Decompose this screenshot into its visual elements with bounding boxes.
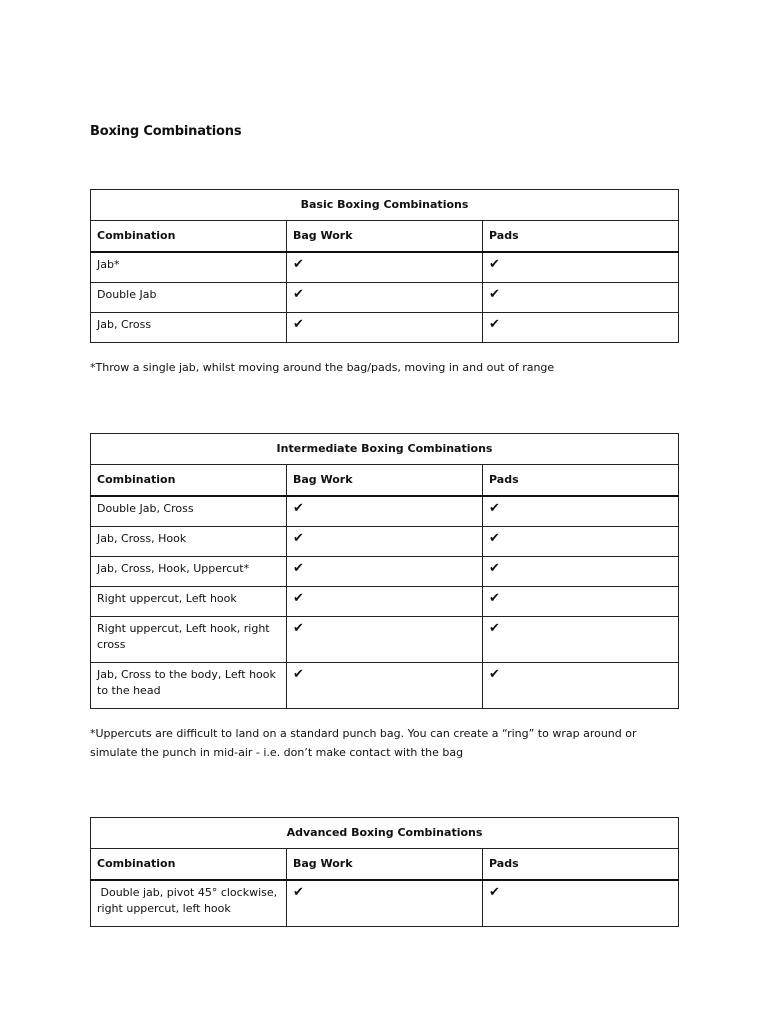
bag-work-check-icon: ✔ [287,496,483,527]
column-header-bag-work: Bag Work [287,849,483,881]
column-header-pads: Pads [483,221,679,253]
basic-footnote: *Throw a single jab, whilst moving around the bag/pads, moving in and out of range [90,361,555,374]
bag-work-check-icon: ✔ [287,283,483,313]
table-row [91,252,679,283]
combination-cell: Double jab, pivot 45° clockwise, right uppercut, left hook [91,880,287,927]
table-row [91,527,679,557]
combination-cell: Jab, Cross to the body, Left hook to the head [91,663,287,709]
table-row [91,313,679,343]
combination-cell: Jab, Cross, Hook [91,527,287,557]
bag-work-check-icon: ✔ [287,557,483,587]
pads-check-icon: ✔ [483,313,679,343]
combination-cell: Jab, Cross [91,313,287,343]
pads-check-icon: ✔ [483,557,679,587]
page-title: Boxing Combinations [90,124,242,139]
pads-check-icon: ✔ [483,880,679,927]
column-header-bag-work: Bag Work [287,465,483,497]
bag-work-check-icon: ✔ [287,617,483,663]
advanced-combinations-table [90,817,679,927]
basic-combinations-table [90,189,679,343]
combination-cell: Right uppercut, Left hook [91,587,287,617]
table-row [91,663,679,709]
bag-work-check-icon: ✔ [287,527,483,557]
table-row [91,496,679,527]
bag-work-check-icon: ✔ [287,252,483,283]
pads-check-icon: ✔ [483,527,679,557]
bag-work-check-icon: ✔ [287,663,483,709]
advanced-table-caption: Advanced Boxing Combinations [91,818,679,849]
pads-check-icon: ✔ [483,252,679,283]
table-header-row [91,221,679,253]
table-row [91,617,679,663]
table-row [91,880,679,927]
bag-work-check-icon: ✔ [287,587,483,617]
intermediate-combinations-table [90,433,679,709]
table-row [91,557,679,587]
intermediate-table-caption: Intermediate Boxing Combinations [91,434,679,465]
pads-check-icon: ✔ [483,587,679,617]
table-row [91,587,679,617]
column-header-combination: Combination [91,221,287,253]
column-header-bag-work: Bag Work [287,221,483,253]
column-header-pads: Pads [483,465,679,497]
pads-check-icon: ✔ [483,496,679,527]
column-header-combination: Combination [91,849,287,881]
column-header-combination: Combination [91,465,287,497]
bag-work-check-icon: ✔ [287,313,483,343]
basic-table-caption: Basic Boxing Combinations [91,190,679,221]
combination-cell: Jab, Cross, Hook, Uppercut* [91,557,287,587]
combination-cell: Right uppercut, Left hook, right cross [91,617,287,663]
pads-check-icon: ✔ [483,663,679,709]
table-row [91,283,679,313]
pads-check-icon: ✔ [483,283,679,313]
combination-cell: Double Jab, Cross [91,496,287,527]
combination-cell: Jab* [91,252,287,283]
intermediate-footnote: *Uppercuts are difficult to land on a standard punch bag. You can create a “ring” to wrap around or simulate the punch in mid-air - i.e. don’t make contact with the bag [90,727,637,759]
table-header-row [91,849,679,881]
combination-cell: Double Jab [91,283,287,313]
table-header-row [91,465,679,497]
column-header-pads: Pads [483,849,679,881]
pads-check-icon: ✔ [483,617,679,663]
bag-work-check-icon: ✔ [287,880,483,927]
